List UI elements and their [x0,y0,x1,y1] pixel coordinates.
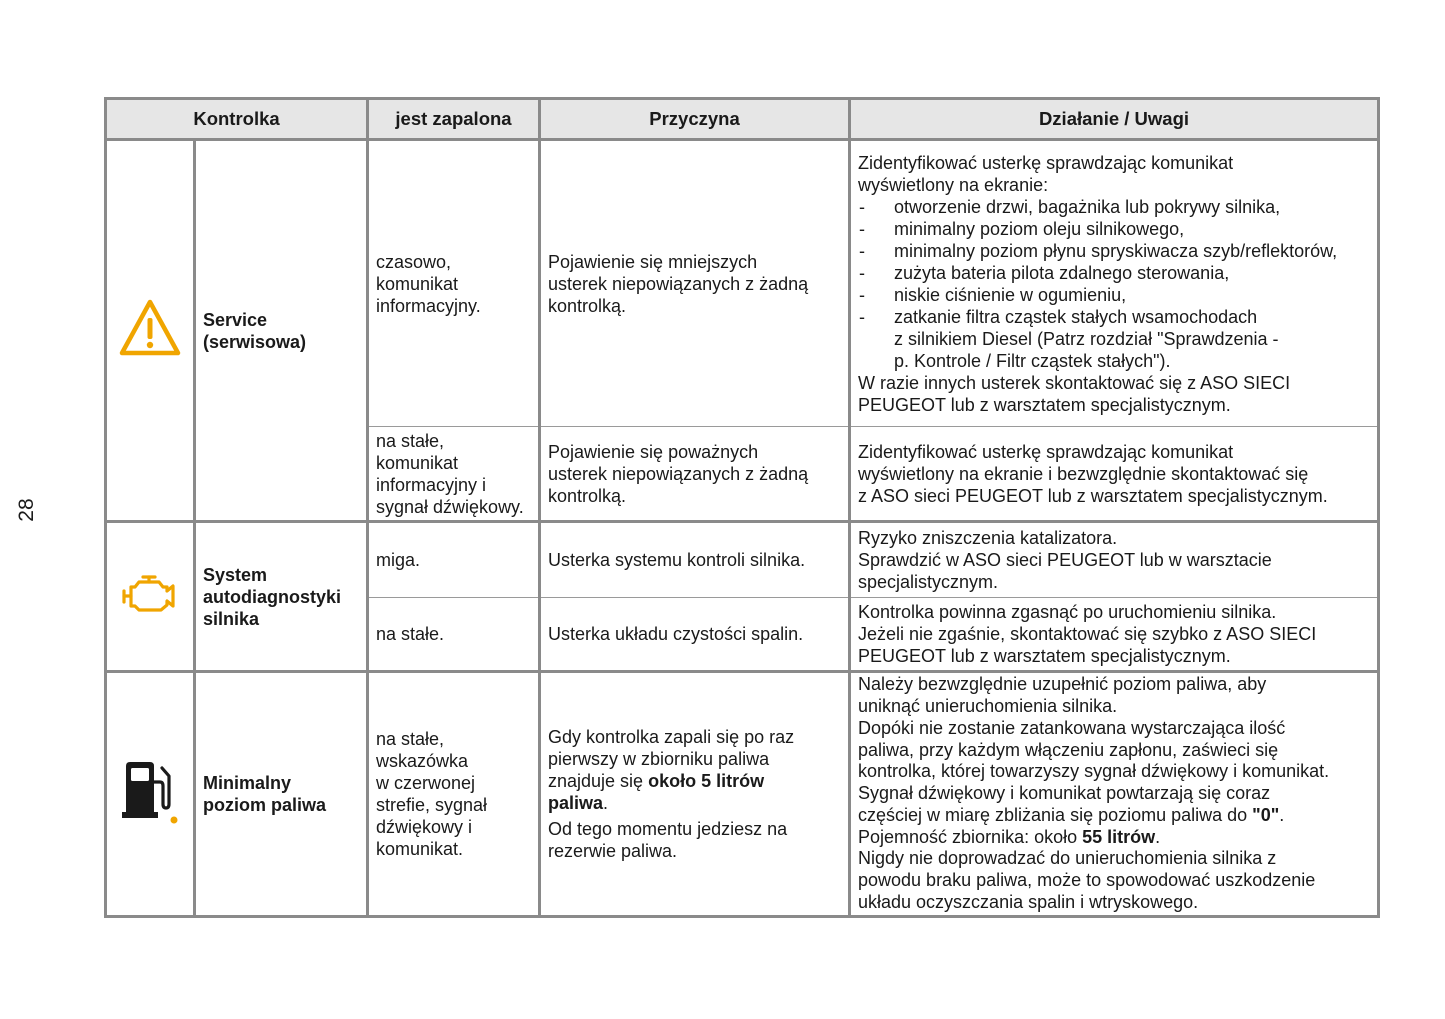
table-row [106,140,1379,427]
service-light-name: Service (serwisowa) [195,140,368,522]
table-row [106,672,1379,917]
fuel-action: Należy bezwzględnie uzupełnić poziom paliwa, aby uniknąć unieruchomienia silnika. Dopóki nie zostanie zatankowana wystarczająca ilość paliwa, przy każdym włączeniu zapłonu, zaświeci się kontrolka, której towarzyszy sygnał dźwiękowy i komunikat. Sygnał dźwiękowy i komunikat powtarzają się coraz częściej w miarę zbliżania się poziomu paliwa do "0". Pojemność zbiornika: około 55 litrów. Nigdy nie doprowadzać do unieruchomienia silnika z powodu braku paliwa, może to spowodować uszkodzenie układu oczyszczania spalin i wtryskowego. [850,672,1379,917]
page-number: 28 [15,498,38,522]
list-item: - otworzenie drzwi, bagażnika lub pokrywy silnika, [858,196,1370,218]
service-cause-2: Pojawienie się poważnych usterek niepowiązanych z żadną kontrolką. [540,427,850,522]
header-przyczyna: Przyczyna [540,99,850,140]
warning-lights-table [104,97,1380,918]
engine-action-2: Kontrolka powinna zgasnąć po uruchomieniu silnika. Jeżeli nie zgaśnie, skontaktować się szybko z ASO SIECI PEUGEOT lub z warsztatem specjalistycznym. [850,598,1379,672]
list-item: - minimalny poziom płynu spryskiwacza szyb/reflektorów, [858,240,1370,262]
header-dzialanie: Działanie / Uwagi [850,99,1379,140]
engine-action-1: Ryzyko zniszczenia katalizatora. Sprawdzić w ASO sieci PEUGEOT lub w warsztacie specjalistycznym. [850,522,1379,598]
engine-cause-1: Usterka systemu kontroli silnika. [540,522,850,598]
fuel-state: na stałe, wskazówka w czerwonej strefie, sygnał dźwiękowy i komunikat. [368,672,540,917]
fuel-dot-icon [171,816,178,823]
fuel-icon-cell [106,672,195,917]
engine-state-1: miga. [368,522,540,598]
fuel-cause: Gdy kontrolka zapali się po raz pierwszy w zbiorniku paliwa znajduje się około 5 litrów paliwa. Od tego momentu jedziesz na rezerwie paliwa. [540,672,850,917]
service-cause-1: Pojawienie się mniejszych usterek niepowiązanych z żadną kontrolką. [540,140,850,427]
header-jest-zapalona: jest zapalona [368,99,540,140]
engine-state-2: na stałe. [368,598,540,672]
table-row [106,522,1379,598]
service-state-2: na stałe, komunikat informacyjny i sygnał dźwiękowy. [368,427,540,522]
table-header-row [106,99,1379,140]
service-icon-cell [106,140,195,522]
list-item: - niskie ciśnienie w ogumieniu, [858,284,1370,306]
engine-icon-cell [106,522,195,672]
fuel-light-name: Minimalny poziom paliwa [195,672,368,917]
service-state-1: czasowo, komunikat informacyjny. [368,140,540,427]
list-item: - zużyta bateria pilota zdalnego sterowania, [858,262,1370,284]
list-item: - zatkanie filtra cząstek stałych wsamochodach [858,306,1370,328]
engine-light-name: System autodiagnostyki silnika [195,522,368,672]
engine-cause-2: Usterka układu czystości spalin. [540,598,850,672]
service-action-2: Zidentyfikować usterkę sprawdzając komunikat wyświetlony na ekranie i bezwzględnie skontaktować się z ASO sieci PEUGEOT lub z warsztatem specjalistycznym. [850,427,1379,522]
engine-icon [121,572,179,616]
list-item: - minimalny poziom oleju silnikowego, [858,218,1370,240]
fuel-pump-icon [120,760,180,824]
warning-triangle-icon [118,298,182,358]
service-action-1: Zidentyfikować usterkę sprawdzając komunikat wyświetlony na ekranie: - otworzenie drzwi, bagażnika lub pokrywy silnika, - minimalny poziom oleju silnikowego, - minimalny poziom płynu spryskiwacza szyb/reflektorów, - zużyta bateria pilota zdalnego sterowania, - niskie ciśnienie w ogumieniu, - zatkanie filtra cząstek stałych wsamochodach z silnikiem Diesel (Patrz rozdział "Sprawdzenia - p. Kontrole / Filtr cząstek stałych"). W razie innych usterek skontaktować się z ASO SIECI PEUGEOT lub z warsztatem specjalistycznym. [850,140,1379,427]
header-kontrolka: Kontrolka [106,99,368,140]
